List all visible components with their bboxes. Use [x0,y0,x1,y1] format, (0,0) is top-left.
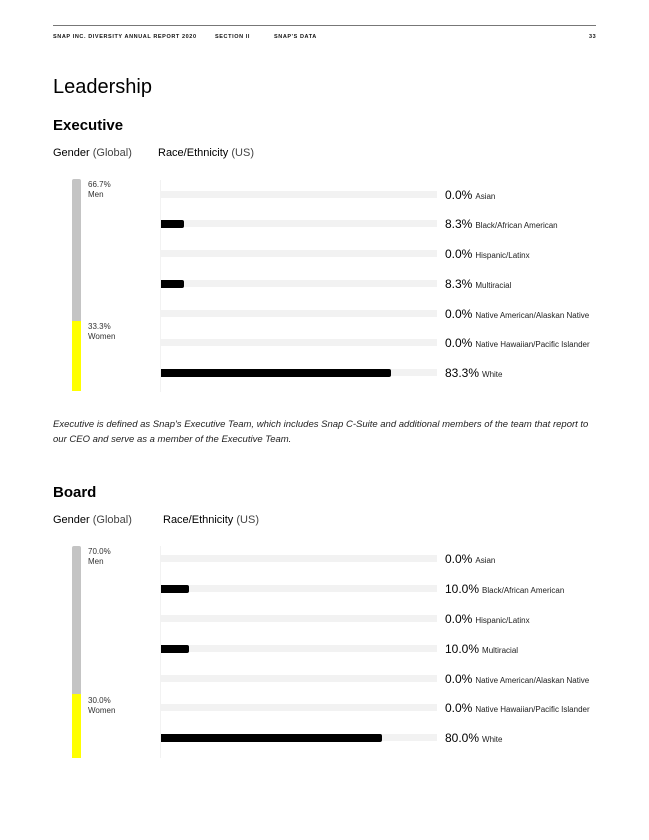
executive-gender-men-bar [72,179,81,321]
race-percent: 8.3% [445,217,473,231]
race-scope: (US) [236,514,259,526]
section-title: SNAP'S DATA [274,34,317,40]
race-category: Native American/Alaskan Native [475,311,590,320]
race-label: Race/Ethnicity [163,514,234,526]
gender-label: Gender [53,514,90,526]
page-number: 33 [589,34,597,40]
race-bar-label [445,305,589,323]
race-category: Native Hawaiian/Pacific Islander [475,340,590,349]
race-category: Black/African American [482,586,565,595]
race-bar-track [161,250,437,257]
section-label: SECTION II [215,34,251,40]
race-bar-fill [161,220,184,228]
board-gender-heading [53,514,132,526]
board-gender-men-bar [72,546,81,694]
race-percent: 0.0% [445,307,473,321]
board-gender-women-bar [72,694,81,758]
race-bar-label [445,245,530,263]
race-bar-track [161,555,437,562]
page-title: Leadership [53,76,152,98]
race-percent: 80.0% [445,731,480,745]
race-bar-label [445,729,502,747]
race-bar-fill [161,280,184,288]
race-bar-track [161,585,437,592]
race-category: White [482,370,503,379]
race-category: White [482,735,503,744]
race-bar-label [445,640,518,658]
race-bar-label [445,550,495,568]
race-percent: 0.0% [445,336,473,350]
board-gender-men-label: 70.0% Men [88,547,111,566]
executive-gender-heading [53,147,132,159]
race-percent: 8.3% [445,277,473,291]
report-title: SNAP INC. DIVERSITY ANNUAL REPORT 2020 [53,34,197,40]
executive-heading: Executive [53,117,124,134]
race-category: Native American/Alaskan Native [475,676,590,685]
race-bar-label [445,364,502,382]
gender-scope: (Global) [92,514,132,526]
race-bar-label [445,699,590,717]
executive-definition-note: Executive is defined as Snap's Executive Team, which includes Snap C-Suite and additional members of the team that report to our CEO and serve as a member of the Executive Team. [53,419,589,445]
race-percent: 0.0% [445,612,473,626]
race-bar-track [161,220,437,227]
race-category: Hispanic/Latinx [475,251,530,260]
race-bar-label [445,670,589,688]
race-percent: 83.3% [445,366,480,380]
race-percent: 0.0% [445,701,473,715]
header-rule [53,25,596,26]
race-category: Multiracial [482,646,519,655]
race-percent: 0.0% [445,672,473,686]
race-category: Asian [475,556,496,565]
gender-scope: (Global) [92,147,132,159]
gender-label: Gender [53,147,90,159]
race-percent: 0.0% [445,188,473,202]
race-bar-track [161,734,437,741]
race-category: Black/African American [475,221,558,230]
executive-race-heading [158,147,254,159]
race-bar-label [445,275,511,293]
race-bar-track [161,339,437,346]
race-bar-track [161,645,437,652]
race-label: Race/Ethnicity [158,147,229,159]
executive-gender-men-label: 66.7% Men [88,180,111,199]
race-bar-fill [161,585,189,593]
race-bar-label [445,610,530,628]
executive-gender-women-label: 33.3% Women [88,322,116,341]
race-bar-label [445,580,564,598]
race-bar-track [161,615,437,622]
race-category: Multiracial [475,281,512,290]
race-category: Hispanic/Latinx [475,616,530,625]
race-percent: 10.0% [445,642,480,656]
race-scope: (US) [231,147,254,159]
race-bar-label [445,186,495,204]
executive-gender-women-bar [72,321,81,391]
race-bar-track [161,191,437,198]
race-bar-track [161,280,437,287]
race-bar-track [161,704,437,711]
race-percent: 10.0% [445,582,480,596]
race-percent: 0.0% [445,247,473,261]
board-gender-women-label: 30.0% Women [88,696,116,715]
race-category: Asian [475,192,496,201]
race-bar-track [161,310,437,317]
race-percent: 0.0% [445,552,473,566]
race-bar-label [445,215,558,233]
race-bar-label [445,334,590,352]
race-category: Native Hawaiian/Pacific Islander [475,705,590,714]
board-race-heading [163,514,259,526]
race-bar-track [161,675,437,682]
race-bar-fill [161,369,391,377]
race-bar-track [161,369,437,376]
race-bar-fill [161,734,382,742]
race-bar-fill [161,645,189,653]
board-heading: Board [53,484,97,501]
